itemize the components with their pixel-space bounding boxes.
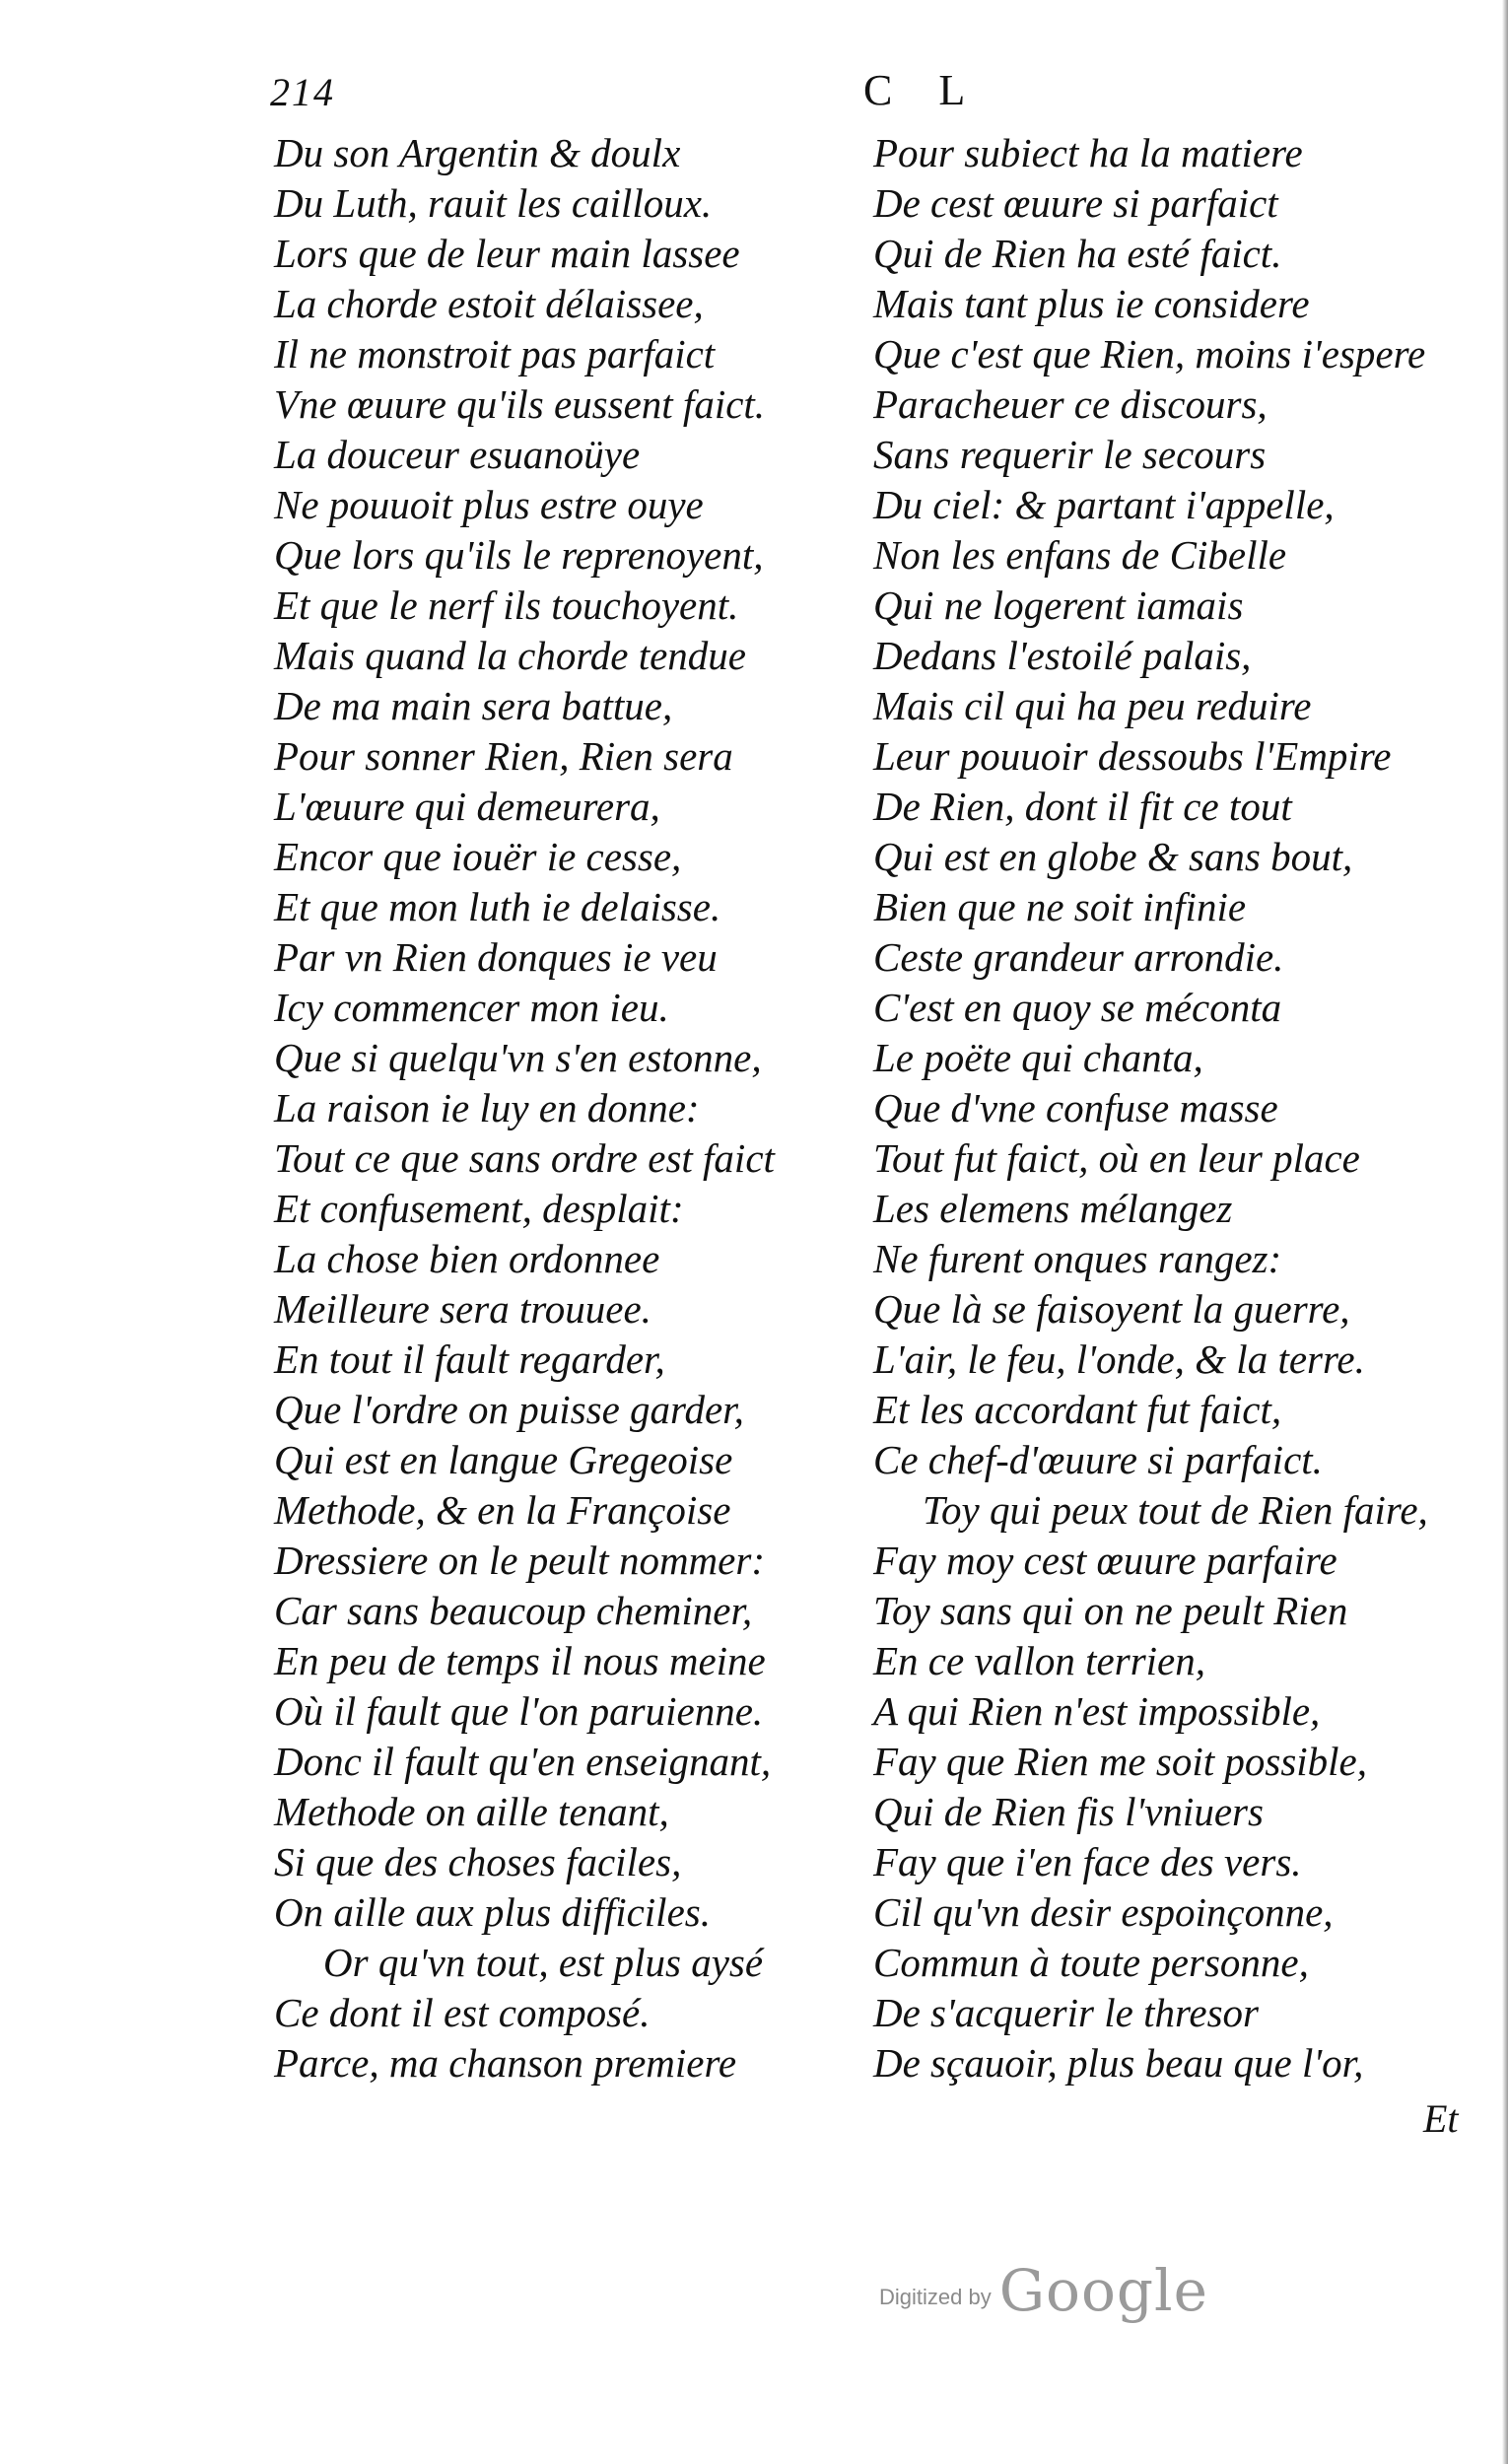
page-number: 214: [270, 70, 335, 114]
verse-line: Ne pouuoit plus estre ouye: [274, 482, 704, 527]
verse-line: Sans requerir le secours: [873, 432, 1267, 477]
verse-line: Du ciel: & partant i'appelle,: [873, 482, 1335, 527]
verse-line: Que là se faisoyent la guerre,: [873, 1286, 1350, 1332]
verse-line: On aille aux plus difficiles.: [274, 1889, 711, 1935]
verse-line: Ne furent onques rangez:: [873, 1236, 1282, 1281]
verse-line: Pour sonner Rien, Rien sera: [274, 733, 733, 779]
verse-line: Qui ne logerent iamais: [873, 582, 1244, 628]
verse-line: De cest œuure si parfaict: [873, 180, 1278, 226]
verse-line: A qui Rien n'est impossible,: [873, 1688, 1321, 1734]
verse-line: Mais cil qui ha peu reduire: [873, 683, 1312, 728]
verse-line: Il ne monstroit pas parfaict: [274, 331, 716, 376]
verse-line: Toy sans qui on ne peult Rien: [873, 1588, 1348, 1633]
verse-line: L'œuure qui demeurera,: [274, 784, 660, 829]
verse-line: L'air, le feu, l'onde, & la terre.: [873, 1336, 1365, 1382]
verse-line: Qui est en globe & sans bout,: [873, 834, 1353, 879]
verse-line: Dressiere on le peult nommer:: [274, 1538, 765, 1583]
verse-line: Que si quelqu'vn s'en estonne,: [274, 1035, 762, 1080]
verse-line: Et confusement, desplait:: [274, 1186, 684, 1231]
right-verse-column: [873, 128, 1484, 2088]
verse-line: Ce chef-d'œuure si parfaict.: [873, 1437, 1323, 1482]
verse-line: Toy qui peux tout de Rien faire,: [923, 1487, 1428, 1533]
verse-line: Fay que Rien me soit possible,: [873, 1739, 1368, 1784]
verse-line: En ce vallon terrien,: [873, 1638, 1206, 1683]
verse-line: Que c'est que Rien, moins i'espere: [873, 331, 1426, 376]
catchword: Et: [1423, 2096, 1459, 2141]
verse-line: La chorde estoit délaissee,: [274, 281, 704, 326]
verse-line: Du Luth, rauit les cailloux.: [274, 180, 713, 226]
verse-line: Que l'ordre on puisse garder,: [274, 1387, 744, 1432]
running-head: C L: [863, 66, 984, 114]
verse-line: Fay moy cest œuure parfaire: [873, 1538, 1337, 1583]
verse-line: Methode, & en la Françoise: [274, 1487, 731, 1533]
verse-line: Et que mon luth ie delaisse.: [274, 884, 721, 929]
verse-line: Methode on aille tenant,: [274, 1789, 669, 1834]
verse-line: Commun à toute personne,: [873, 1940, 1309, 1985]
verse-line: Qui de Rien fis l'vniuers: [873, 1789, 1264, 1834]
left-verse-column: [274, 128, 826, 2088]
verse-line: Parce, ma chanson premiere: [274, 2040, 737, 2086]
verse-line: Mais tant plus ie considere: [873, 281, 1310, 326]
verse-line: Meilleure sera trouuee.: [274, 1286, 651, 1332]
verse-line: Le poëte qui chanta,: [873, 1035, 1203, 1080]
verse-line: Dedans l'estoilé palais,: [873, 633, 1252, 678]
watermark-prefix: Digitized by: [879, 2285, 992, 2309]
verse-line: Fay que i'en face des vers.: [873, 1839, 1302, 1884]
verse-line: De s'acquerir le thresor: [873, 1990, 1260, 2035]
verse-line: Qui de Rien ha esté faict.: [873, 231, 1282, 276]
verse-line: Donc il fault qu'en enseignant,: [274, 1739, 772, 1784]
verse-line: Pour subiect ha la matiere: [873, 130, 1303, 175]
verse-line: Que d'vne confuse masse: [873, 1085, 1278, 1130]
verse-line: En tout il fault regarder,: [274, 1336, 665, 1382]
verse-line: Paracheuer ce discours,: [873, 381, 1268, 427]
google-logo: Google: [998, 2257, 1208, 2324]
verse-line: Les elemens mélangez: [873, 1186, 1233, 1231]
verse-line: De ma main sera battue,: [274, 683, 673, 728]
digitized-by-watermark: [879, 2257, 1208, 2324]
verse-line: De sçauoir, plus beau que l'or,: [873, 2040, 1364, 2086]
verse-line: Bien que ne soit infinie: [873, 884, 1247, 929]
verse-line: Par vn Rien donques ie veu: [274, 934, 718, 980]
scan-edge-shadow: [1502, 0, 1508, 2464]
verse-line: Mais quand la chorde tendue: [274, 633, 747, 678]
verse-line: Du son Argentin & doulx: [274, 130, 681, 175]
verse-line: La chose bien ordonnee: [274, 1236, 660, 1281]
verse-line: C'est en quoy se méconta: [873, 985, 1282, 1030]
verse-line: Non les enfans de Cibelle: [873, 532, 1287, 578]
verse-line: Or qu'vn tout, est plus aysé: [323, 1940, 764, 1985]
verse-line: Qui est en langue Gregeoise: [274, 1437, 733, 1482]
verse-line: Car sans beaucoup cheminer,: [274, 1588, 753, 1633]
verse-line: Leur pouuoir dessoubs l'Empire: [873, 733, 1392, 779]
verse-line: Et les accordant fut faict,: [873, 1387, 1282, 1432]
verse-line: De Rien, dont il fit ce tout: [873, 784, 1292, 829]
verse-line: Cil qu'vn desir espoinçonne,: [873, 1889, 1334, 1935]
verse-line: Que lors qu'ils le reprenoyent,: [274, 532, 764, 578]
verse-line: Et que le nerf ils touchoyent.: [274, 582, 739, 628]
verse-line: Ceste grandeur arrondie.: [873, 934, 1284, 980]
verse-line: Tout ce que sans ordre est faict: [274, 1135, 775, 1181]
verse-line: La douceur esuanoüye: [274, 432, 641, 477]
verse-line: En peu de temps il nous meine: [274, 1638, 766, 1683]
verse-line: Où il fault que l'on paruienne.: [274, 1688, 764, 1734]
verse-line: Icy commencer mon ieu.: [274, 985, 669, 1030]
verse-line: Lors que de leur main lassee: [274, 231, 740, 276]
verse-line: Si que des choses faciles,: [274, 1839, 682, 1884]
verse-line: Vne œuure qu'ils eussent faict.: [274, 381, 766, 427]
verse-line: Encor que iouër ie cesse,: [274, 834, 682, 879]
verse-line: Tout fut faict, où en leur place: [873, 1135, 1360, 1181]
verse-line: La raison ie luy en donne:: [274, 1085, 700, 1130]
verse-line: Ce dont il est composé.: [274, 1990, 651, 2035]
